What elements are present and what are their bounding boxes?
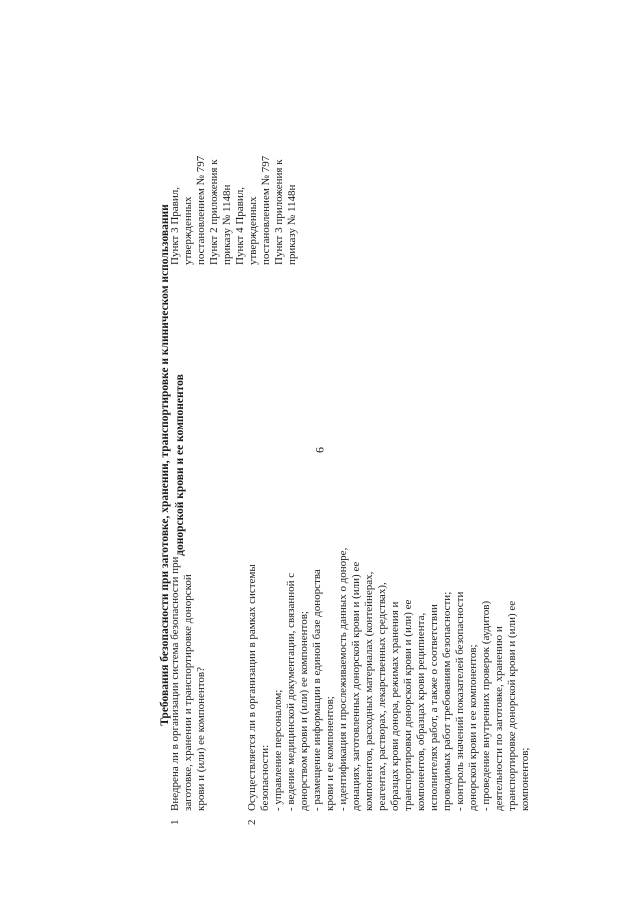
row-number-2: 2 <box>246 819 258 825</box>
row-question-1: Внедрена ли в организации система безопасности при заготовке, хранении и транспортировке донорской крови и (или) ее компонентов? <box>169 556 207 811</box>
section-title-line-2: донорской крови и ее компонентов <box>174 374 186 556</box>
page-number: 6 <box>312 447 327 453</box>
section-title-line-1: Требования безопасности при заготовке, хранении, транспортировке и клиническом использовании <box>159 204 171 726</box>
row-number-1: 1 <box>169 819 181 825</box>
row-basis-1: Пункт 3 Правил, утвержденных постановлением № 797 Пункт 2 приложения к приказу № 1148н Пункт 4 Правил, утвержденных постановлением № 797 Пункт 3 приложения к приказу № 1148н <box>169 155 298 265</box>
row-question-2: Осуществляется ли в организации в рамках системы безопасности: - управление персоналом; - ведение медицинской документации, связанной с донорством крови и (или) ее компонентов; - размещение информации в единой базе донорства крови и ее компонентов; - идентификация и прослеживаемость данных о доноре, донациях, заготовленных донорской крови и (или) ее компонентов, расходных материалах (контейнерах, реагентах, растворах, лекарственных средствах), образцах крови донора, режимах хранения и транспортировки донорской крови и (или) ее компонентов, образцах крови реципиента, исполнителях работ, а также о соответствии проводимых работ требованиям безопасности; - контроль значений показателей безопасности донорской крови и ее компонентов; - проведение внутренних проверок (аудитов) деятельности по заготовке, хранению и транспортировке донорской крови и (или) ее компонентов; <box>246 547 531 811</box>
